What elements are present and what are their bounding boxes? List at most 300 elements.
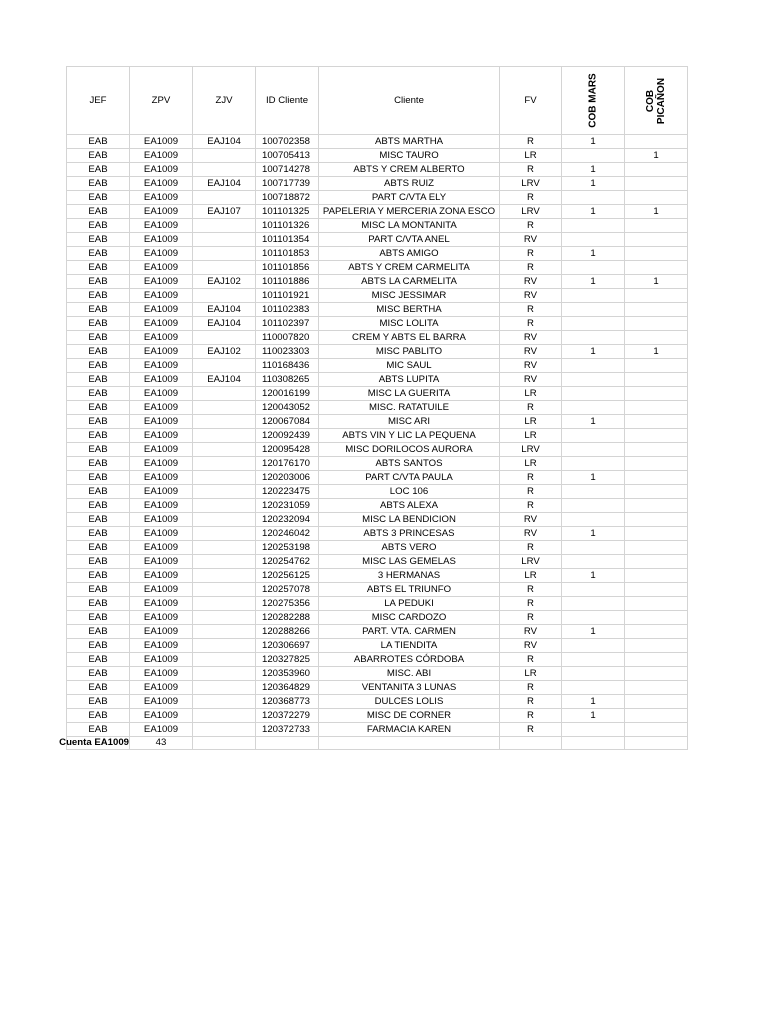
- cell-fv: LR: [500, 415, 562, 429]
- cell-fv: R: [500, 611, 562, 625]
- cell-fv: R: [500, 247, 562, 261]
- table-row: [67, 317, 688, 331]
- cell-jef: EAB: [67, 695, 130, 709]
- cell-cob-picanon: [625, 667, 688, 681]
- cell-zjv: EAJ104: [193, 135, 256, 149]
- table-row: [67, 373, 688, 387]
- cell-fv: LRV: [500, 177, 562, 191]
- cell-zjv: [193, 541, 256, 555]
- cell-cliente: MISC BERTHA: [319, 303, 500, 317]
- cell-cob-picanon: [625, 331, 688, 345]
- cell-zpv: EA1009: [130, 625, 193, 639]
- cell-id-cliente: 110007820: [256, 331, 319, 345]
- cell-id-cliente: 120223475: [256, 485, 319, 499]
- cell-fv: R: [500, 723, 562, 737]
- cell-zpv: EA1009: [130, 611, 193, 625]
- cell-cob-mars: [562, 359, 625, 373]
- cell-zjv: [193, 163, 256, 177]
- cell-zpv: EA1009: [130, 163, 193, 177]
- cell-cob-mars: [562, 317, 625, 331]
- cell-cliente: 3 HERMANAS: [319, 569, 500, 583]
- cell-jef: EAB: [67, 275, 130, 289]
- table-row: [67, 443, 688, 457]
- cell-cliente: MISC. RATATUILE: [319, 401, 500, 415]
- cell-cob-mars: [562, 723, 625, 737]
- cell-zpv: EA1009: [130, 331, 193, 345]
- cell-jef: EAB: [67, 513, 130, 527]
- cell-cob-mars: 1: [562, 569, 625, 583]
- cell-fv: R: [500, 317, 562, 331]
- cell-id-cliente: 120372279: [256, 709, 319, 723]
- cell-id-cliente: 110308265: [256, 373, 319, 387]
- cell-zjv: [193, 247, 256, 261]
- table-row: [67, 275, 688, 289]
- cell-fv: R: [500, 681, 562, 695]
- table-row: [67, 429, 688, 443]
- cell-zpv: EA1009: [130, 359, 193, 373]
- cell-cob-mars: [562, 499, 625, 513]
- table-row: [67, 485, 688, 499]
- cell-id-cliente: 101101325: [256, 205, 319, 219]
- cell-cob-mars: 1: [562, 415, 625, 429]
- table-row: [67, 695, 688, 709]
- table-row: [67, 471, 688, 485]
- cell-fv: R: [500, 219, 562, 233]
- cell-zpv: EA1009: [130, 205, 193, 219]
- cell-jef: EAB: [67, 401, 130, 415]
- cell-cliente: MISC DORILOCOS AURORA: [319, 443, 500, 457]
- cell-cob-mars: [562, 639, 625, 653]
- cell-zjv: [193, 681, 256, 695]
- cell-fv: R: [500, 499, 562, 513]
- cell-cob-picanon: [625, 471, 688, 485]
- cell-zjv: [193, 499, 256, 513]
- table-row: [67, 583, 688, 597]
- cell-cob-picanon: [625, 569, 688, 583]
- cell-cob-mars: [562, 541, 625, 555]
- cell-cliente: ABTS EL TRIUNFO: [319, 583, 500, 597]
- cell-cob-picanon: [625, 233, 688, 247]
- cell-zjv: [193, 401, 256, 415]
- cell-jef: EAB: [67, 443, 130, 457]
- cell-id-cliente: 120253198: [256, 541, 319, 555]
- cell-fv: R: [500, 597, 562, 611]
- cell-cob-mars: [562, 373, 625, 387]
- cell-zpv: EA1009: [130, 527, 193, 541]
- cell-zjv: [193, 233, 256, 247]
- cell-fv: RV: [500, 233, 562, 247]
- cell-fv: LR: [500, 387, 562, 401]
- cell-cob-mars: [562, 555, 625, 569]
- cell-zjv: EAJ104: [193, 303, 256, 317]
- cell-zjv: EAJ104: [193, 177, 256, 191]
- cell-cliente: PART C/VTA ELY: [319, 191, 500, 205]
- cell-jef: EAB: [67, 457, 130, 471]
- cell-id-cliente: 120372733: [256, 723, 319, 737]
- cell-cob-mars: [562, 653, 625, 667]
- cell-id-cliente: 120256125: [256, 569, 319, 583]
- cell-zpv: EA1009: [130, 513, 193, 527]
- table-row: [67, 303, 688, 317]
- cell-cob-picanon: 1: [625, 205, 688, 219]
- cell-id-cliente: 101101886: [256, 275, 319, 289]
- cell-fv: R: [500, 583, 562, 597]
- cell-zpv: EA1009: [130, 457, 193, 471]
- cell-cob-picanon: [625, 373, 688, 387]
- cell-zjv: [193, 695, 256, 709]
- header-cob-picanon-line2: PICAÑON: [656, 77, 667, 124]
- cell-fv: RV: [500, 331, 562, 345]
- cell-id-cliente: 120043052: [256, 401, 319, 415]
- cell-zjv: [193, 457, 256, 471]
- table-row: [67, 387, 688, 401]
- cell-fv: R: [500, 303, 562, 317]
- cell-cob-picanon: [625, 401, 688, 415]
- cell-fv: R: [500, 541, 562, 555]
- cell-id-cliente: 101101856: [256, 261, 319, 275]
- cell-id-cliente: 120095428: [256, 443, 319, 457]
- cell-cob-picanon: [625, 289, 688, 303]
- cell-zpv: EA1009: [130, 429, 193, 443]
- table-row: [67, 261, 688, 275]
- cell-cliente: ABTS LUPITA: [319, 373, 500, 387]
- cell-jef: EAB: [67, 303, 130, 317]
- cell-cob-mars: 1: [562, 345, 625, 359]
- cell-zjv: [193, 471, 256, 485]
- cell-cliente: MISC LA MONTANITA: [319, 219, 500, 233]
- table-row: [67, 135, 688, 149]
- table-row: [67, 681, 688, 695]
- cell-id-cliente: 100702358: [256, 135, 319, 149]
- header-cob-mars: [562, 67, 625, 135]
- total-label: Cuenta EA1009: [59, 737, 129, 748]
- cell-zjv: [193, 625, 256, 639]
- cell-cob-picanon: 1: [625, 345, 688, 359]
- cell-zpv: EA1009: [130, 275, 193, 289]
- table-row: [67, 331, 688, 345]
- cell-jef: EAB: [67, 219, 130, 233]
- client-sheet: [59, 66, 687, 750]
- cell-fv: RV: [500, 639, 562, 653]
- cell-cob-picanon: [625, 527, 688, 541]
- header-cob-picanon: [625, 67, 688, 135]
- cell-zjv: [193, 513, 256, 527]
- cell-jef: EAB: [67, 415, 130, 429]
- cell-id-cliente: 120232094: [256, 513, 319, 527]
- cell-jef: EAB: [67, 625, 130, 639]
- cell-zpv: EA1009: [130, 667, 193, 681]
- cell-zjv: EAJ104: [193, 373, 256, 387]
- table-row: [67, 191, 688, 205]
- cell-cliente: FARMACIA KAREN: [319, 723, 500, 737]
- cell-cliente: ABTS ALEXA: [319, 499, 500, 513]
- cell-fv: R: [500, 261, 562, 275]
- cell-id-cliente: 100705413: [256, 149, 319, 163]
- cell-zjv: EAJ104: [193, 317, 256, 331]
- cell-cliente: MISC LA GUERITA: [319, 387, 500, 401]
- cell-jef: EAB: [67, 345, 130, 359]
- table-row: [67, 513, 688, 527]
- cell-cob-picanon: 1: [625, 275, 688, 289]
- cell-zpv: EA1009: [130, 261, 193, 275]
- cell-fv: LR: [500, 429, 562, 443]
- cell-zpv: EA1009: [130, 555, 193, 569]
- cell-cob-picanon: [625, 709, 688, 723]
- cell-id-cliente: 120275356: [256, 597, 319, 611]
- cell-cob-picanon: [625, 723, 688, 737]
- table-row: [67, 219, 688, 233]
- cell-id-cliente: 100714278: [256, 163, 319, 177]
- cell-cliente: LA TIENDITA: [319, 639, 500, 653]
- cell-cob-mars: [562, 457, 625, 471]
- cell-cob-picanon: [625, 429, 688, 443]
- cell-zpv: EA1009: [130, 219, 193, 233]
- cell-zjv: [193, 485, 256, 499]
- cell-cob-mars: [562, 611, 625, 625]
- cell-zpv: EA1009: [130, 443, 193, 457]
- cell-zjv: EAJ107: [193, 205, 256, 219]
- cell-jef: EAB: [67, 261, 130, 275]
- cell-jef: EAB: [67, 205, 130, 219]
- cell-zjv: [193, 359, 256, 373]
- cell-jef: EAB: [67, 527, 130, 541]
- cell-id-cliente: 101101354: [256, 233, 319, 247]
- cell-cob-mars: [562, 485, 625, 499]
- cell-zpv: EA1009: [130, 499, 193, 513]
- cell-id-cliente: 120364829: [256, 681, 319, 695]
- cell-fv: R: [500, 653, 562, 667]
- cell-id-cliente: 110168436: [256, 359, 319, 373]
- cell-id-cliente: 101101326: [256, 219, 319, 233]
- cell-zjv: [193, 415, 256, 429]
- cell-cliente: MISC LAS GEMELAS: [319, 555, 500, 569]
- cell-cob-picanon: [625, 261, 688, 275]
- cell-cliente: ABTS VIN Y LIC LA PEQUENA: [319, 429, 500, 443]
- cell-jef: EAB: [67, 709, 130, 723]
- cell-cob-mars: 1: [562, 527, 625, 541]
- cell-cob-picanon: [625, 177, 688, 191]
- cell-cob-picanon: [625, 499, 688, 513]
- cell-cob-mars: 1: [562, 177, 625, 191]
- cell-id-cliente: 120306697: [256, 639, 319, 653]
- total-empty-cell: [625, 737, 688, 750]
- cell-fv: LR: [500, 457, 562, 471]
- table-row: [67, 359, 688, 373]
- cell-jef: EAB: [67, 247, 130, 261]
- cell-cliente: MISC LA BENDICION: [319, 513, 500, 527]
- cell-cob-mars: 1: [562, 695, 625, 709]
- cell-zjv: [193, 583, 256, 597]
- cell-zpv: EA1009: [130, 317, 193, 331]
- table-body: [67, 135, 688, 737]
- client-table: [59, 66, 688, 750]
- cell-fv: RV: [500, 345, 562, 359]
- cell-cob-picanon: [625, 387, 688, 401]
- cell-id-cliente: 120353960: [256, 667, 319, 681]
- cell-zpv: EA1009: [130, 653, 193, 667]
- cell-zjv: [193, 569, 256, 583]
- cell-id-cliente: 120327825: [256, 653, 319, 667]
- table-row: [67, 345, 688, 359]
- cell-jef: EAB: [67, 471, 130, 485]
- cell-zpv: EA1009: [130, 289, 193, 303]
- cell-cob-mars: [562, 597, 625, 611]
- total-empty-cell: [562, 737, 625, 750]
- cell-jef: EAB: [67, 667, 130, 681]
- cell-cob-picanon: [625, 555, 688, 569]
- cell-cob-mars: [562, 513, 625, 527]
- cell-zjv: EAJ102: [193, 345, 256, 359]
- cell-fv: LR: [500, 569, 562, 583]
- cell-fv: LR: [500, 149, 562, 163]
- cell-cob-mars: 1: [562, 275, 625, 289]
- cell-cliente: CREM Y ABTS EL BARRA: [319, 331, 500, 345]
- table-row: [67, 653, 688, 667]
- table-row: [67, 163, 688, 177]
- table-row: [67, 415, 688, 429]
- cell-id-cliente: 120231059: [256, 499, 319, 513]
- cell-zpv: EA1009: [130, 639, 193, 653]
- table-row: [67, 177, 688, 191]
- cell-zpv: EA1009: [130, 303, 193, 317]
- header-fv: FV: [500, 67, 562, 135]
- cell-zpv: EA1009: [130, 345, 193, 359]
- cell-cob-mars: [562, 583, 625, 597]
- cell-cob-picanon: [625, 583, 688, 597]
- cell-id-cliente: 120246042: [256, 527, 319, 541]
- cell-id-cliente: 120288266: [256, 625, 319, 639]
- cell-zpv: EA1009: [130, 471, 193, 485]
- cell-id-cliente: 120254762: [256, 555, 319, 569]
- cell-cliente: MISC TAURO: [319, 149, 500, 163]
- table-row: [67, 233, 688, 247]
- header-cob-picanon-label: [645, 77, 667, 123]
- cell-id-cliente: 120368773: [256, 695, 319, 709]
- cell-zjv: [193, 331, 256, 345]
- cell-zpv: EA1009: [130, 681, 193, 695]
- cell-cliente: ABTS Y CREM ALBERTO: [319, 163, 500, 177]
- table-row: [67, 289, 688, 303]
- cell-cob-picanon: [625, 541, 688, 555]
- cell-zpv: EA1009: [130, 373, 193, 387]
- cell-cliente: LA PEDUKI: [319, 597, 500, 611]
- cell-cliente: ABARROTES CÓRDOBA: [319, 653, 500, 667]
- cell-cob-picanon: [625, 485, 688, 499]
- cell-jef: EAB: [67, 149, 130, 163]
- total-value: 43: [130, 737, 193, 750]
- cell-fv: LR: [500, 667, 562, 681]
- table-row: [67, 555, 688, 569]
- cell-fv: RV: [500, 527, 562, 541]
- cell-zjv: EAJ102: [193, 275, 256, 289]
- cell-zjv: [193, 429, 256, 443]
- cell-cob-mars: 1: [562, 135, 625, 149]
- cell-id-cliente: 120092439: [256, 429, 319, 443]
- cell-cob-mars: [562, 233, 625, 247]
- cell-cob-mars: [562, 261, 625, 275]
- cell-cob-picanon: [625, 625, 688, 639]
- cell-zjv: [193, 527, 256, 541]
- cell-zpv: EA1009: [130, 233, 193, 247]
- cell-zpv: EA1009: [130, 401, 193, 415]
- cell-cliente: ABTS MARTHA: [319, 135, 500, 149]
- cell-cob-mars: [562, 667, 625, 681]
- cell-id-cliente: 101101921: [256, 289, 319, 303]
- cell-cob-mars: [562, 387, 625, 401]
- total-empty-cell: [256, 737, 319, 750]
- cell-cliente: ABTS Y CREM CARMELITA: [319, 261, 500, 275]
- cell-cliente: PART C/VTA ANEL: [319, 233, 500, 247]
- cell-zpv: EA1009: [130, 695, 193, 709]
- cell-zjv: [193, 555, 256, 569]
- cell-id-cliente: 100717739: [256, 177, 319, 191]
- cell-cliente: PART C/VTA PAULA: [319, 471, 500, 485]
- cell-zpv: EA1009: [130, 709, 193, 723]
- cell-jef: EAB: [67, 359, 130, 373]
- cell-zjv: [193, 149, 256, 163]
- cell-jef: EAB: [67, 289, 130, 303]
- table-row: [67, 625, 688, 639]
- cell-jef: EAB: [67, 569, 130, 583]
- cell-fv: LRV: [500, 555, 562, 569]
- cell-cliente: ABTS RUIZ: [319, 177, 500, 191]
- table-row: [67, 401, 688, 415]
- table-row: [67, 457, 688, 471]
- cell-cob-picanon: [625, 191, 688, 205]
- header-id-cliente: ID Cliente: [256, 67, 319, 135]
- table-row: [67, 709, 688, 723]
- cell-fv: RV: [500, 513, 562, 527]
- cell-cob-picanon: [625, 611, 688, 625]
- cell-cliente: MISC. ABI: [319, 667, 500, 681]
- cell-cliente: ABTS SANTOS: [319, 457, 500, 471]
- cell-cob-picanon: [625, 695, 688, 709]
- cell-cob-picanon: [625, 303, 688, 317]
- total-empty-cell: [193, 737, 256, 750]
- total-empty-cell: [500, 737, 562, 750]
- cell-cob-mars: [562, 219, 625, 233]
- cell-cliente: MISC DE CORNER: [319, 709, 500, 723]
- cell-cob-picanon: [625, 247, 688, 261]
- cell-zpv: EA1009: [130, 569, 193, 583]
- cell-id-cliente: 120176170: [256, 457, 319, 471]
- cell-fv: R: [500, 135, 562, 149]
- cell-zpv: EA1009: [130, 597, 193, 611]
- cell-id-cliente: 101101853: [256, 247, 319, 261]
- cell-zjv: [193, 597, 256, 611]
- cell-zpv: EA1009: [130, 135, 193, 149]
- cell-zjv: [193, 191, 256, 205]
- cell-jef: EAB: [67, 177, 130, 191]
- cell-cob-picanon: [625, 163, 688, 177]
- cell-jef: EAB: [67, 499, 130, 513]
- cell-cob-picanon: [625, 443, 688, 457]
- cell-cob-picanon: [625, 597, 688, 611]
- cell-cob-picanon: [625, 457, 688, 471]
- cell-zpv: EA1009: [130, 485, 193, 499]
- cell-fv: R: [500, 471, 562, 485]
- cell-cliente: ABTS 3 PRINCESAS: [319, 527, 500, 541]
- table-row: [67, 205, 688, 219]
- table-row: [67, 667, 688, 681]
- cell-cob-picanon: [625, 653, 688, 667]
- cell-fv: R: [500, 191, 562, 205]
- cell-jef: EAB: [67, 135, 130, 149]
- cell-cliente: MISC PABLITO: [319, 345, 500, 359]
- cell-cob-mars: 1: [562, 163, 625, 177]
- cell-cob-mars: [562, 289, 625, 303]
- cell-zpv: EA1009: [130, 177, 193, 191]
